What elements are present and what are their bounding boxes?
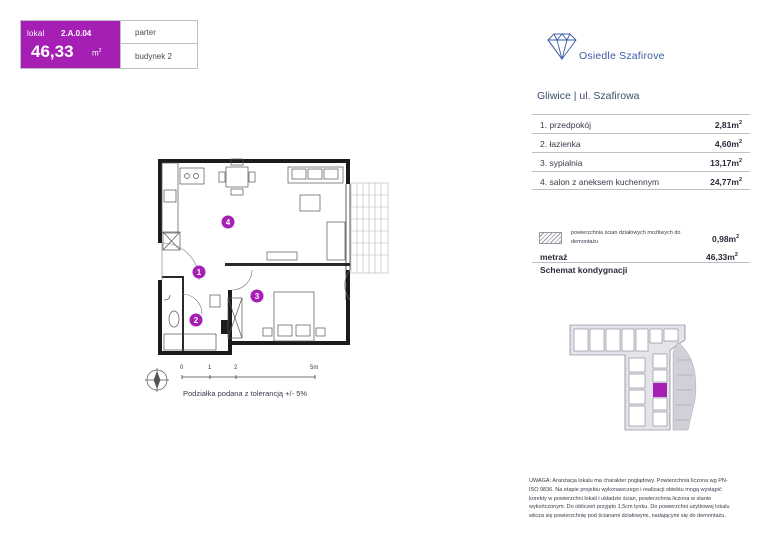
room-row bbox=[532, 152, 750, 171]
scale-tick: 0 bbox=[180, 365, 184, 371]
floor-label: parter bbox=[121, 21, 197, 44]
room-area: $13,17m^2$ bbox=[710, 158, 742, 168]
building-label: budynek 2 bbox=[135, 52, 172, 61]
room-marker-3: 3 bbox=[254, 292, 260, 301]
lokal-label: lokal bbox=[27, 29, 45, 38]
room-marker-2: 2 bbox=[193, 316, 199, 325]
unit-area: 46,33 bbox=[31, 42, 74, 61]
floor-scheme bbox=[560, 320, 720, 435]
terrace bbox=[351, 183, 388, 273]
scale-tick: 1 bbox=[208, 365, 212, 371]
total-label: metraż bbox=[540, 252, 568, 262]
walls-label: powierzchnia ścian działowych możliwych do demontażu bbox=[571, 230, 681, 245]
floor-plan bbox=[140, 150, 390, 365]
room-name: 4. salon z aneksem kuchennym bbox=[540, 177, 660, 187]
room-area: $24,77m^2$ bbox=[710, 177, 742, 187]
hatch-swatch-icon bbox=[539, 232, 562, 244]
area-unit: $m^2$ bbox=[92, 48, 102, 58]
room-row bbox=[532, 114, 750, 133]
diamond-logo-icon bbox=[545, 31, 579, 61]
current-unit-marker bbox=[653, 383, 667, 397]
disclaimer-note: UWAGA: Aranżacja lokalu ma charakter poglądowy. Powierzchnia liczona wg PN-ISO 9836. Na etapie projektu wykonawczego i realizacji obiektu mogą wystąpić korekty w powierzchni lokali i układzie ścian, powierzchnia liczona w stanie wykończonym. Do obliczeń przyjęto 1,5cm tynku. Do powierzchni użytkowej lokalu wlicza się powierzchnię pod ścianami działowymi, nadającymi się do demontażu. bbox=[529, 478, 730, 520]
divider bbox=[532, 262, 750, 263]
room-area: $2,81m^2$ bbox=[714, 120, 742, 130]
address: Gliwice | ul. Szafirowa bbox=[537, 90, 640, 102]
brand-logo bbox=[540, 31, 700, 71]
total-value: $46,33m^2$ bbox=[706, 252, 738, 262]
rooms-table bbox=[532, 114, 750, 190]
room-row bbox=[532, 171, 750, 190]
scale-tick: 2 bbox=[234, 365, 238, 371]
room-area: $4,60m^2$ bbox=[714, 139, 742, 149]
brand-name: Osiedle Szafirove bbox=[579, 50, 665, 62]
schema-title: Schemat kondygnacji bbox=[540, 265, 628, 275]
lokal-code: 2.A.0.04 bbox=[61, 29, 92, 38]
room-name: 3. sypialnia bbox=[540, 158, 583, 168]
room-name: 1. przedpokój bbox=[540, 120, 592, 130]
unit-location bbox=[120, 21, 197, 68]
room-marker-4: 4 bbox=[225, 218, 231, 227]
room-name: 2. łazienka bbox=[540, 139, 581, 149]
room-row bbox=[532, 133, 750, 152]
tolerance-note: Podziałka podana z tolerancją +/- 5% bbox=[183, 389, 308, 398]
unit-header bbox=[20, 20, 198, 69]
walls-value: $0,98m^2$ bbox=[712, 234, 740, 244]
scale-tick: 5m bbox=[310, 365, 319, 371]
compass-icon bbox=[145, 368, 169, 392]
unit-badge bbox=[21, 21, 120, 68]
room-marker-1: 1 bbox=[196, 268, 202, 277]
